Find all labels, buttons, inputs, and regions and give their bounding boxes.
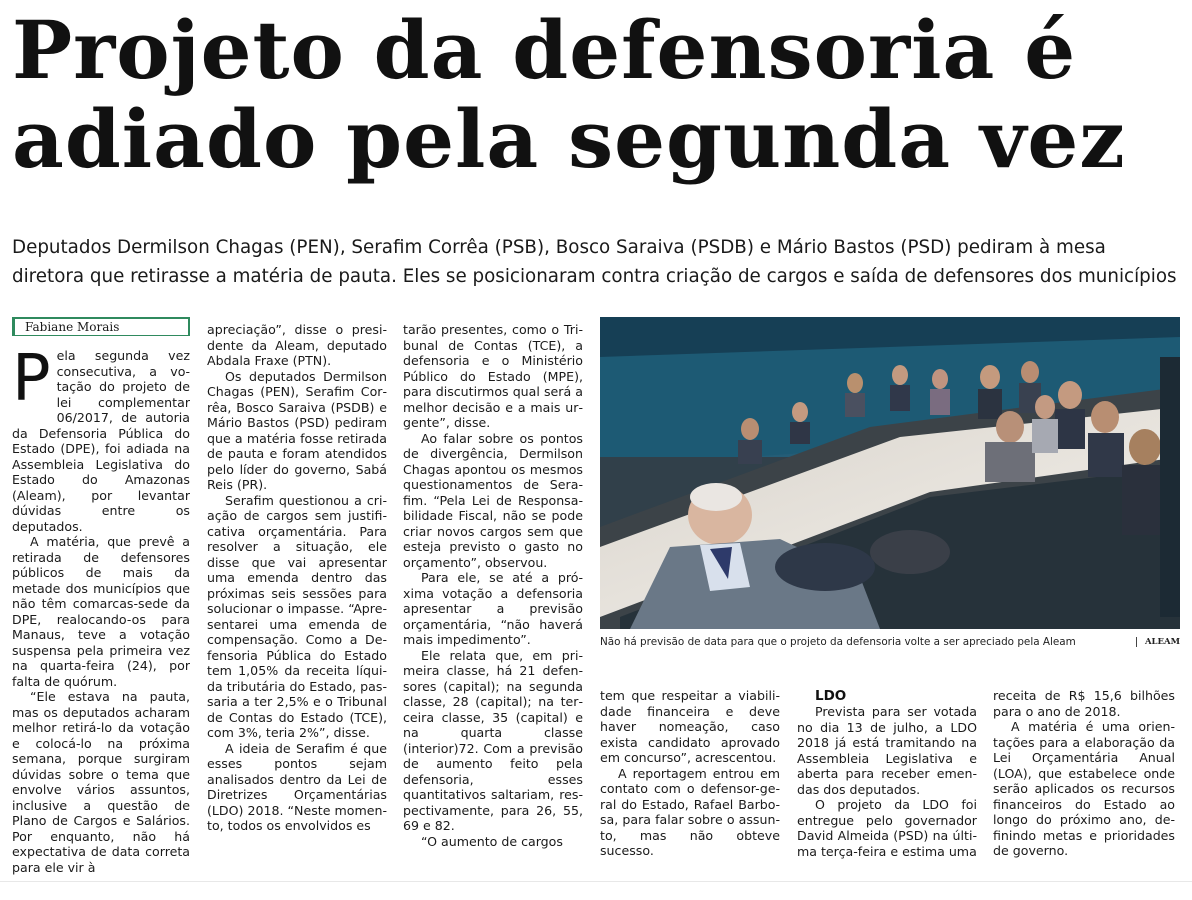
paragraph: Serafim questionou a criação de cargos sem justificativa orçamentária. Para resolver a situação, ele disse que vai apresentar uma emenda dentro das próximas seis sessões para solucionar o impasse. “Apresentarei uma emenda de compensação. Como a Defensoria Pública do Estado tem 1,05% da receita líquida tributária do Estado, passaria a ter 2,5% e o Tribunal de Contas do Estado (TCE), com 3%, teria 2%”, disse.	[207, 492, 387, 740]
paragraph: Ele relata que, em primeira classe, há 21 defensores (capital); na segunda classe, 28 (capital); na terceira classe, 35 (capital) e na quarta classe (interior)72. Com a previsão de aumento feito pela defensoria, esses quantitativos saltariam, respectivamente, para 26, 55, 69 e 82.	[403, 647, 583, 833]
paragraph: Ao falar sobre os pontos de divergência, Dermilson Chagas apontou os mesmos questionamentos de Serafim. “Pela Lei de Responsabilidade Fiscal, não se pode criar novos cargos sem que esteja previsto o gasto no orçamento”, observou.	[403, 430, 583, 570]
headline: Projeto da defensoria é adiado pela segunda vez	[12, 3, 1126, 186]
photo-assembly-session	[600, 317, 1180, 629]
article-column-6	[993, 688, 1175, 876]
paragraph: ela segunda vez consecutiva, a votação do projeto de lei complementar 06/2017, de autoria da Defensoria Pública do Estado (DPE), foi adiada na Assembleia Legislativa do Estado do Amazonas (Aleam), por levantar dúvidas entre os deputados.	[12, 348, 190, 534]
paragraph: “O aumento de cargos	[421, 833, 563, 849]
article-column-4	[600, 688, 780, 876]
paragraph: A matéria é uma orientações para a elaboração da Lei Orçamentária Anual (LOA), que estabelece onde serão aplicados os recursos financeiros do Estado ao longo do próximo ano, definindo metas e prioridades de governo.	[993, 719, 1175, 858]
paragraph: Os deputados Dermilson Chagas (PEN), Serafim Corrêa, Bosco Saraiva (PSDB) e Mário Bastos (PSD) pediram que a matéria fosse retirada de pauta e foram atendidos pelo líder do governo, Sabá Reis (PR).	[207, 368, 387, 492]
paragraph: A ideia de Serafim é que esses pontos sejam analisados dentro da Lei de Diretrizes Orçamentárias (LDO) 2018. “Neste momento, todos os envolvidos es	[207, 740, 387, 833]
paragraph: A reportagem entrou em contato com o defensor-geral do Estado, Rafael Barbosa, para falar sobre o assunto, mas não obteve sucesso.	[600, 765, 780, 858]
article-column-2	[207, 322, 387, 876]
section-title-ldo: LDO	[815, 688, 847, 704]
photo-caption: Não há previsão de data para que o projeto da defensoria volte a ser apreciado pela Aleam	[600, 636, 1076, 648]
paragraph: tem que respeitar a viabilidade financeira e deve haver nomeação, caso exista candidato aprovado em concurso”, acrescentou.	[600, 688, 780, 765]
paragraph: Prevista para ser votada no dia 13 de julho, a LDO 2018 já está tramitando na Assembleia Legislativa e aberta para receber emendas dos deputados.	[797, 704, 977, 797]
article-column-5	[797, 688, 977, 876]
article-column-3	[403, 322, 583, 876]
photo-credit: ALEAM	[1144, 637, 1180, 647]
byline: Fabiane Morais	[12, 317, 190, 336]
paragraph: receita de R$ 15,6 bilhões para o ano de 2018.	[993, 688, 1175, 719]
paragraph: apreciação”, disse o presidente da Aleam, deputado Abdala Fraxe (PTN).	[207, 322, 387, 368]
subheadline: Deputados Dermilson Chagas (PEN), Serafim Corrêa (PSB), Bosco Saraiva (PSDB) e Mário Bastos (PSD) pediram à mesa diretora que retirasse a matéria de pauta. Eles se posicionaram contra criação de cargos e saída de defensores dos municípios	[12, 237, 1177, 287]
paragraph: Para ele, se até a próxima votação a defensoria apresentar a previsão orçamentária, “não haverá mais impedimento”.	[403, 570, 583, 647]
paragraph: “Ele estava na pauta, mas os deputados acharam melhor retirá-lo da votação e colocá-lo na próxima semana, porque surgiram dúvidas sobre o tema que envolve vários assuntos, inclusive a questão de Plano de Cargos e Salários. Por enquanto, não há expectativa de data correta para ele vir à	[12, 689, 190, 875]
drop-cap: P	[12, 348, 51, 416]
paragraph: tarão presentes, como o Tribunal de Contas (TCE), a defensoria e o Ministério Público do Estado (MPE), para discutirmos qual será a melhor decisão e a mais urgente”, disse.	[403, 322, 583, 430]
paragraph: A matéria, que prevê a retirada de defensores públicos de mais da metade dos municípios que não têm comarcas-sede da DPE, realocando-os para Manaus, teve a votação suspensa pela primeira vez na quarta-feira (24), por falta de quórum.	[12, 534, 190, 689]
page-bottom-rule	[0, 881, 1192, 882]
paragraph: O projeto da LDO foi entregue pelo governador David Almeida (PSD) na última terça-feira e estima uma	[797, 797, 977, 859]
article-column-1	[12, 348, 190, 876]
photo-image	[600, 317, 1180, 629]
